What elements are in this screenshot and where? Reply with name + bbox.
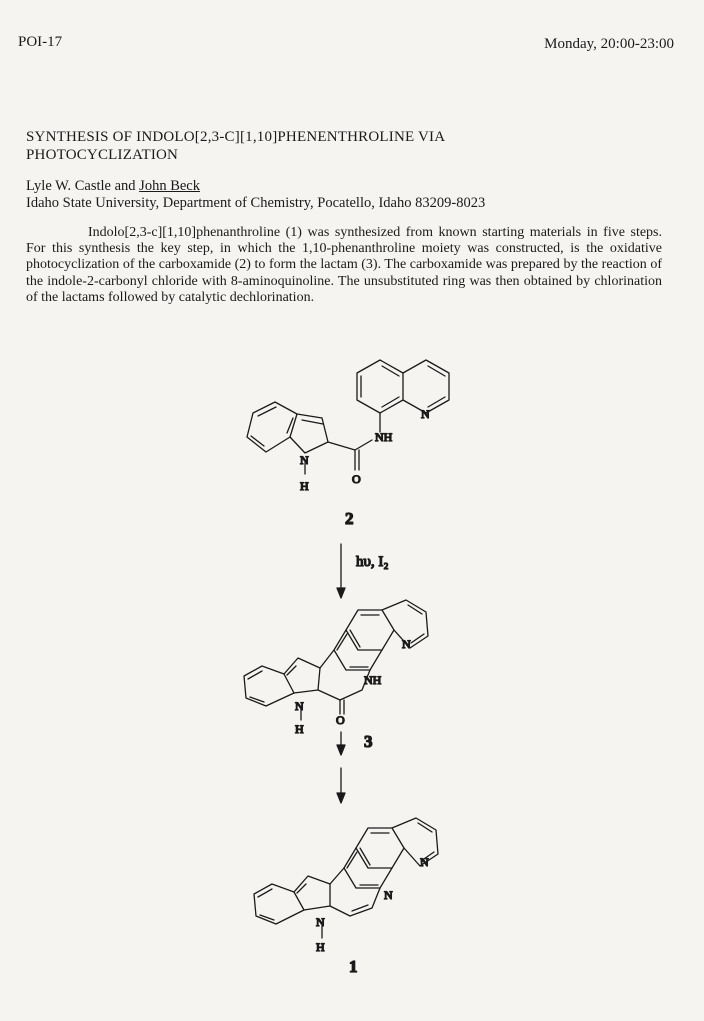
compound-3-label: 3 — [364, 732, 373, 751]
affiliation: Idaho State University, Department of Chemistry, Pocatello, Idaho 83209-8023 — [26, 195, 486, 211]
compound-3-carbonyl-o: O — [336, 713, 345, 727]
compound-2-structure — [247, 360, 449, 474]
reaction-arrow-1 — [337, 544, 345, 598]
author-1: Lyle W. Castle and — [26, 178, 140, 194]
session-time: Monday, 20:00-23:00 — [544, 36, 674, 52]
compound-1-indole-n: N — [316, 915, 325, 929]
compound-1-phenanthroline-n: N — [384, 888, 393, 902]
compound-1-pyridine-n: N — [420, 855, 429, 869]
reaction-arrow-2 — [337, 732, 345, 803]
compound-3-structure — [244, 600, 428, 720]
compound-1-structure — [254, 818, 438, 938]
compound-3-indole-n: N — [295, 699, 304, 713]
author-2-presenter: John Beck — [139, 178, 200, 194]
compound-2-quinoline-n: N — [421, 407, 430, 421]
compound-3-lactam-nh: NH — [364, 673, 382, 687]
compound-2-indole-n: N — [300, 453, 309, 467]
session-code: POI-17 — [18, 34, 63, 50]
compound-2-amide-nh: NH — [375, 430, 393, 444]
compound-3-pyridine-n: N — [402, 637, 411, 651]
compound-3-indole-h: H — [295, 722, 304, 736]
title-line-1: SYNTHESIS OF INDOLO[2,3-C][1,10]PHENENTHROLINE VIA — [26, 129, 446, 145]
compound-2-carbonyl-o: O — [352, 472, 361, 486]
photocyclization-conditions: hυ, I₂ — [356, 554, 389, 570]
compound-2-label: 2 — [345, 509, 354, 528]
abstract: Indolo[2,3-c][1,10]phenanthroline (1) was synthesized from known starting materials in five steps. For this synthesis the key step, in which the 1,10-phenanthroline moiety was constructed, is the oxidative photocyclization of the carboxamide (2) to form the lactam (3). The carboxamide was prepared by the reaction of the indole-2-carbonyl chloride with 8-aminoquinoline. The unsubstituted ring was then obtained by chlorination of the lactams followed by catalytic dechlorination. — [26, 225, 662, 305]
title-line-2: PHOTOCYCLIZATION — [26, 147, 179, 163]
compound-2-indole-h: H — [300, 479, 309, 493]
compound-1-indole-h: H — [316, 940, 325, 954]
compound-1-label: 1 — [349, 957, 358, 976]
